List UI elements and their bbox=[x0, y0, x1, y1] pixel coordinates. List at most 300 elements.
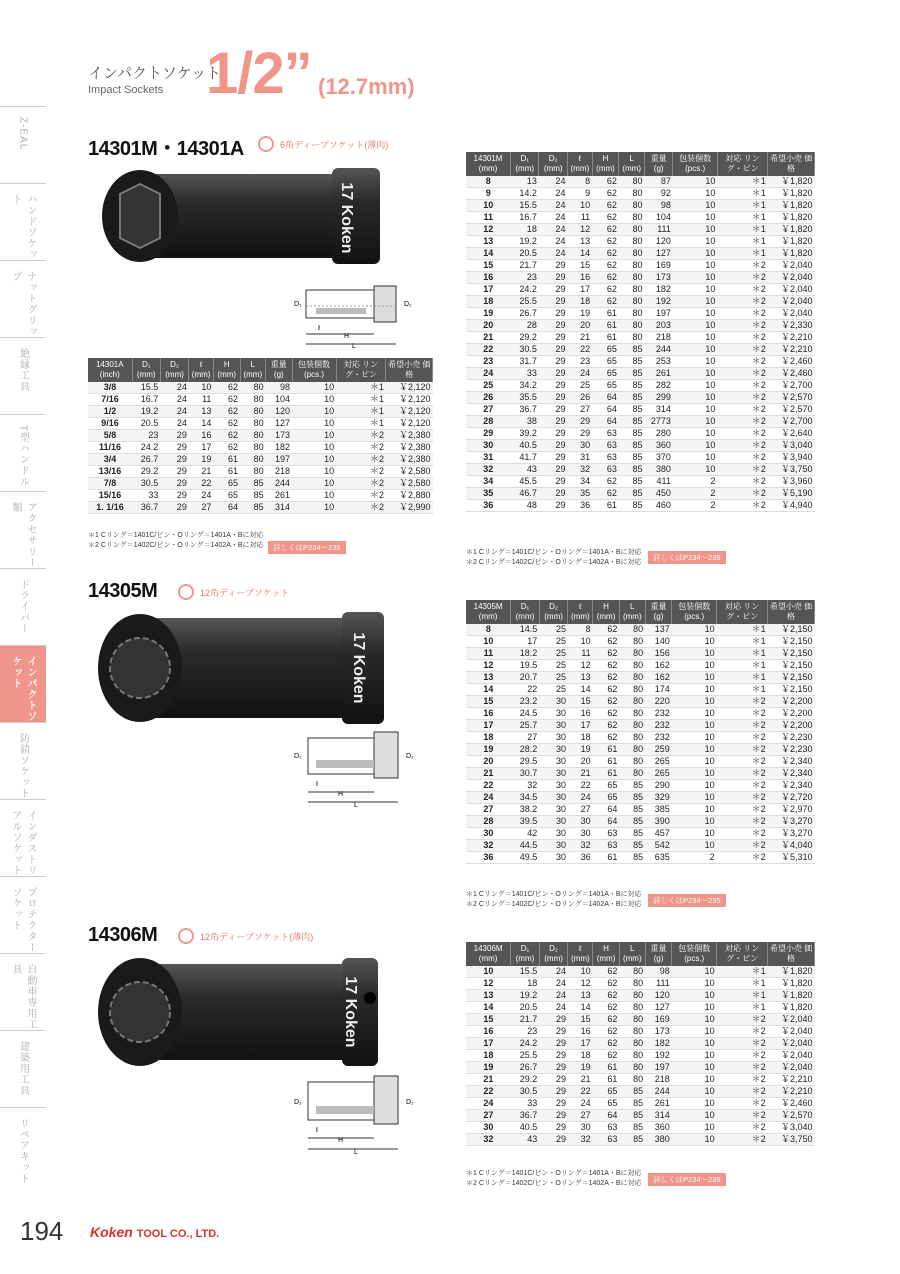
table-cell: 61 bbox=[593, 852, 620, 864]
dim-d2-label: D₂ bbox=[406, 1099, 414, 1106]
table-cell: 10 bbox=[672, 966, 717, 978]
table-cell: 80 bbox=[619, 332, 645, 344]
table-cell: 380 bbox=[645, 1134, 672, 1146]
column-header: 希望小売 価格 bbox=[768, 942, 815, 966]
table-cell: 27 bbox=[511, 732, 539, 744]
table-cell: 85 bbox=[619, 452, 645, 464]
table-row bbox=[466, 416, 815, 428]
table-cell: 21.7 bbox=[511, 1014, 539, 1026]
table-cell: 16.7 bbox=[511, 212, 539, 224]
table-cell: ￥4,940 bbox=[768, 500, 815, 512]
company-name: TOOL CO., LTD. bbox=[136, 1228, 220, 1240]
table-cell: ＊1 bbox=[717, 624, 768, 636]
table-cell: 25 bbox=[539, 684, 568, 696]
table-cell: 43 bbox=[511, 1134, 539, 1146]
table-row bbox=[466, 296, 815, 308]
table-row bbox=[88, 382, 433, 394]
table-cell: 29 bbox=[539, 392, 568, 404]
table-cell: ＊2 bbox=[717, 816, 768, 828]
table-row bbox=[88, 478, 433, 490]
table-cell: 80 bbox=[619, 296, 645, 308]
table-cell: 12 bbox=[466, 978, 511, 990]
table-cell: 10 bbox=[672, 648, 717, 660]
table-cell: 63 bbox=[593, 828, 620, 840]
table-cell: 29 bbox=[568, 428, 593, 440]
table-row bbox=[466, 756, 815, 768]
column-header: 重量 (g) bbox=[645, 152, 673, 176]
table-cell: 22 bbox=[466, 1086, 511, 1098]
table-cell: 29 bbox=[539, 1074, 568, 1086]
page-title-en: Impact Sockets bbox=[88, 84, 164, 96]
sidebar-item[interactable] bbox=[0, 645, 46, 722]
table-cell: ＊2 bbox=[336, 490, 386, 502]
table-cell: 19.5 bbox=[511, 660, 539, 672]
table-cell: 17 bbox=[466, 284, 511, 296]
table-cell: ￥2,150 bbox=[768, 636, 815, 648]
table-cell: 87 bbox=[645, 176, 673, 188]
sidebar-item[interactable] bbox=[0, 106, 46, 183]
table-cell: 85 bbox=[619, 500, 645, 512]
table-cell: 17 bbox=[568, 720, 593, 732]
table-cell: ￥2,880 bbox=[386, 490, 433, 502]
table-cell: 10 bbox=[673, 404, 717, 416]
table-row bbox=[88, 490, 433, 502]
table-cell: 265 bbox=[645, 768, 672, 780]
table-cell: 80 bbox=[619, 320, 645, 332]
table-cell: 65 bbox=[593, 1098, 620, 1110]
table-cell: 26 bbox=[568, 392, 593, 404]
table-cell: ￥2,570 bbox=[768, 392, 815, 404]
table-cell: 19 bbox=[466, 1062, 511, 1074]
column-header: 重量 (g) bbox=[266, 358, 292, 382]
table-cell: 29 bbox=[539, 428, 568, 440]
sidebar-item[interactable] bbox=[0, 1030, 46, 1107]
table-cell: ￥5,310 bbox=[768, 852, 815, 864]
note-ring1: ＊1 Cリング＝1401C/ピン・Oリング＝1401A・Bに対応 bbox=[466, 1170, 642, 1177]
column-header: L (mm) bbox=[619, 942, 645, 966]
table-cell: 19 bbox=[568, 1062, 593, 1074]
table-cell: 80 bbox=[240, 454, 266, 466]
table-row bbox=[466, 1062, 815, 1074]
column-header: 14301M (mm) bbox=[466, 152, 511, 176]
table-cell: 8 bbox=[466, 624, 511, 636]
table-cell: 19 bbox=[189, 454, 214, 466]
table-row bbox=[88, 466, 433, 478]
sidebar-item-label: インダストリアルソケット bbox=[10, 810, 36, 876]
table-cell: 25 bbox=[539, 648, 568, 660]
table-row bbox=[466, 200, 815, 212]
table-cell: 10 bbox=[672, 1014, 717, 1026]
table-cell: ￥2,990 bbox=[386, 502, 433, 514]
table-row bbox=[466, 212, 815, 224]
table-cell: 62 bbox=[213, 418, 240, 430]
table-row bbox=[466, 404, 815, 416]
table-cell: ＊1 bbox=[717, 248, 767, 260]
table-cell: 80 bbox=[619, 188, 645, 200]
table-cell: 62 bbox=[592, 284, 619, 296]
note-ring2: ＊2 Cリング＝1402C/ピン・Oリング＝1402A・Bに対応 bbox=[466, 901, 642, 908]
sidebar-item[interactable] bbox=[0, 491, 46, 568]
column-header: 対応 リング・ピン bbox=[717, 942, 768, 966]
table-row bbox=[466, 840, 815, 852]
table-cell: 29 bbox=[160, 478, 189, 490]
dim-l-small-label: ℓ bbox=[316, 1127, 319, 1134]
table-cell: 10 bbox=[672, 990, 717, 1002]
table-cell: 61 bbox=[213, 466, 240, 478]
table-cell: 38 bbox=[511, 416, 539, 428]
sidebar-item-label: リペアキット bbox=[17, 1118, 29, 1184]
table-cell: ＊2 bbox=[336, 442, 386, 454]
table-cell: 80 bbox=[619, 1062, 645, 1074]
table-row bbox=[466, 332, 815, 344]
table-cell: 261 bbox=[645, 368, 673, 380]
table-cell: ￥1,820 bbox=[768, 236, 815, 248]
table-cell: ＊2 bbox=[336, 502, 386, 514]
sidebar-item-label: ハンドソケット bbox=[10, 194, 36, 260]
table-cell: 22 bbox=[466, 344, 511, 356]
table-cell: ＊2 bbox=[717, 1098, 768, 1110]
table-cell: 3/4 bbox=[88, 454, 132, 466]
socket-photo-14306 bbox=[92, 950, 392, 1074]
table-cell: 14 bbox=[568, 248, 593, 260]
table-cell: ￥2,460 bbox=[768, 368, 815, 380]
table-cell: ￥3,270 bbox=[768, 816, 815, 828]
table-cell: 127 bbox=[645, 1002, 672, 1014]
sidebar-item[interactable] bbox=[0, 722, 46, 799]
table-cell: 35 bbox=[568, 488, 593, 500]
table-cell: 26 bbox=[466, 392, 511, 404]
table-cell: ￥2,040 bbox=[768, 1062, 815, 1074]
table-cell: ＊2 bbox=[717, 308, 767, 320]
sidebar-item[interactable] bbox=[0, 953, 46, 1030]
page-reference: 詳しくはP234～235 bbox=[268, 541, 346, 554]
table-cell: 24 bbox=[189, 490, 214, 502]
table-cell: 64 bbox=[593, 1110, 620, 1122]
table-cell: 40.5 bbox=[511, 1122, 539, 1134]
table-cell: 29 bbox=[160, 430, 189, 442]
table-cell: 20 bbox=[466, 756, 511, 768]
table-cell: 10 bbox=[672, 660, 717, 672]
table-cell: 61 bbox=[592, 332, 619, 344]
table-cell: 80 bbox=[619, 684, 645, 696]
table-cell: 23 bbox=[568, 356, 593, 368]
table-cell: ￥2,380 bbox=[386, 430, 433, 442]
table-cell: 19 bbox=[466, 308, 511, 320]
table-cell: 33 bbox=[132, 490, 160, 502]
table-cell: 29 bbox=[539, 404, 568, 416]
table-cell: 30.5 bbox=[511, 1086, 539, 1098]
table-cell: ￥2,040 bbox=[768, 296, 815, 308]
table-cell: 65 bbox=[592, 344, 619, 356]
table-cell: 27 bbox=[568, 804, 593, 816]
column-header: 重量 (g) bbox=[645, 942, 672, 966]
table-cell: 2 bbox=[673, 488, 717, 500]
table-cell: ＊2 bbox=[717, 732, 768, 744]
sidebar-item[interactable] bbox=[0, 799, 46, 876]
table-cell: 21 bbox=[189, 466, 214, 478]
table-cell: 29 bbox=[539, 1122, 568, 1134]
table-cell: 63 bbox=[592, 452, 619, 464]
table-cell: 10 bbox=[672, 732, 717, 744]
table-cell: 18 bbox=[466, 296, 511, 308]
table-cell: 10 bbox=[672, 744, 717, 756]
table-cell: ￥2,340 bbox=[768, 756, 815, 768]
table-cell: 62 bbox=[592, 488, 619, 500]
table-cell: 10 bbox=[673, 416, 717, 428]
sidebar-item[interactable] bbox=[0, 260, 46, 337]
table-cell: 85 bbox=[619, 356, 645, 368]
table-cell: 80 bbox=[240, 382, 266, 394]
table-cell: ￥2,230 bbox=[768, 732, 815, 744]
table-cell: ＊1 bbox=[717, 636, 768, 648]
table-cell: 20 bbox=[568, 320, 593, 332]
table-cell: 80 bbox=[619, 660, 645, 672]
table-cell: 61 bbox=[593, 1062, 620, 1074]
table-cell: ＊1 bbox=[717, 1002, 768, 1014]
table-row bbox=[466, 236, 815, 248]
table-cell: 10 bbox=[673, 344, 717, 356]
table-cell: 24 bbox=[539, 236, 568, 248]
socket-photo-14305 bbox=[92, 606, 392, 730]
table-cell: ￥1,820 bbox=[768, 188, 815, 200]
table-cell: ￥2,210 bbox=[768, 1086, 815, 1098]
table-cell: 30 bbox=[539, 708, 568, 720]
table-cell: 80 bbox=[619, 990, 645, 1002]
table-cell: 8 bbox=[568, 176, 593, 188]
table-cell: 10 bbox=[292, 406, 336, 418]
table-cell: 62 bbox=[593, 624, 620, 636]
table-cell: 13 bbox=[466, 990, 511, 1002]
column-header: H (mm) bbox=[593, 942, 620, 966]
table-cell: 85 bbox=[619, 804, 645, 816]
table-cell: ￥2,230 bbox=[768, 744, 815, 756]
column-header: L (mm) bbox=[240, 358, 266, 382]
table-cell: 62 bbox=[593, 684, 620, 696]
table-cell: 15 bbox=[568, 1014, 593, 1026]
table-cell: 62 bbox=[593, 720, 620, 732]
product-desc-14301 bbox=[258, 136, 388, 152]
table-cell: 29 bbox=[466, 428, 511, 440]
table-cell: ＊2 bbox=[336, 466, 386, 478]
table-cell: ＊2 bbox=[717, 368, 767, 380]
table-cell: 24 bbox=[568, 792, 593, 804]
table-cell: ＊2 bbox=[717, 1062, 768, 1074]
table-row bbox=[466, 780, 815, 792]
table-cell: 63 bbox=[592, 440, 619, 452]
table-row bbox=[466, 1122, 815, 1134]
table-cell: 18 bbox=[568, 1050, 593, 1062]
dimension-diagram-14305 bbox=[288, 730, 428, 810]
table-cell: 85 bbox=[619, 404, 645, 416]
table-cell: 10 bbox=[568, 966, 593, 978]
table-cell: 62 bbox=[593, 672, 620, 684]
table-cell: 24 bbox=[539, 200, 568, 212]
table-cell: 23 bbox=[466, 356, 511, 368]
table-cell: ￥3,270 bbox=[768, 828, 815, 840]
table-cell: 36 bbox=[568, 852, 593, 864]
table-cell: 23 bbox=[511, 1026, 539, 1038]
column-header: D₁ (mm) bbox=[511, 600, 539, 624]
table-cell: 29.2 bbox=[132, 466, 160, 478]
column-header: H (mm) bbox=[213, 358, 240, 382]
table-cell: 30 bbox=[539, 720, 568, 732]
table-cell: 85 bbox=[619, 428, 645, 440]
column-header: 対応 リング・ピン bbox=[717, 152, 767, 176]
sidebar-item[interactable] bbox=[0, 568, 46, 645]
table-cell: 64 bbox=[213, 502, 240, 514]
table-cell: 80 bbox=[619, 1002, 645, 1014]
table-cell: ￥2,210 bbox=[768, 332, 815, 344]
product-desc-14306 bbox=[178, 928, 313, 944]
table-cell: 30 bbox=[539, 696, 568, 708]
table-cell: 25.5 bbox=[511, 1050, 539, 1062]
table-cell: 30 bbox=[539, 840, 568, 852]
table-cell: 30 bbox=[539, 792, 568, 804]
table-cell: 21 bbox=[568, 768, 593, 780]
table-cell: 32 bbox=[568, 1134, 593, 1146]
table-cell: 10 bbox=[673, 452, 717, 464]
table-cell: 65 bbox=[593, 780, 620, 792]
table-cell: 62 bbox=[213, 394, 240, 406]
table-cell: 32 bbox=[466, 840, 511, 852]
table-cell: 64 bbox=[592, 416, 619, 428]
table-cell: ＊2 bbox=[717, 1086, 768, 1098]
sidebar-item[interactable] bbox=[0, 876, 46, 953]
table-cell: ￥1,820 bbox=[768, 248, 815, 260]
table-cell: 80 bbox=[619, 756, 645, 768]
table-cell: 17 bbox=[189, 442, 214, 454]
table-cell: 192 bbox=[645, 1050, 672, 1062]
sidebar-item[interactable] bbox=[0, 183, 46, 260]
table-cell: 16 bbox=[568, 708, 593, 720]
sidebar-item[interactable] bbox=[0, 337, 46, 414]
table-cell: ＊1 bbox=[717, 212, 767, 224]
table-cell: 10 bbox=[673, 236, 717, 248]
table-cell: 29 bbox=[539, 368, 568, 380]
table-cell: ￥2,970 bbox=[768, 804, 815, 816]
column-header: 包装個数 (pcs.) bbox=[672, 942, 717, 966]
table-row bbox=[466, 696, 815, 708]
table-row bbox=[466, 1050, 815, 1062]
table-cell: 30.5 bbox=[511, 344, 539, 356]
table-cell: ￥2,700 bbox=[768, 380, 815, 392]
spec-table-14301A bbox=[88, 358, 433, 514]
table-cell: 120 bbox=[645, 990, 672, 1002]
table-cell: 12 bbox=[568, 978, 593, 990]
column-header: ℓ (mm) bbox=[189, 358, 214, 382]
table-cell: 2773 bbox=[645, 416, 673, 428]
table-cell: 29 bbox=[539, 320, 568, 332]
table-cell: 80 bbox=[619, 236, 645, 248]
table-cell: ＊2 bbox=[717, 284, 767, 296]
table-cell: 10 bbox=[672, 672, 717, 684]
table-cell: 24 bbox=[539, 966, 568, 978]
table-cell: 25 bbox=[466, 380, 511, 392]
table-cell: 8 bbox=[466, 176, 511, 188]
table-cell: 2 bbox=[673, 500, 717, 512]
table-cell: ＊2 bbox=[717, 804, 768, 816]
table-cell: 80 bbox=[619, 1074, 645, 1086]
table-cell: ＊2 bbox=[717, 852, 768, 864]
table-cell: 29 bbox=[539, 1134, 568, 1146]
table-cell: 169 bbox=[645, 1014, 672, 1026]
table-cell: 299 bbox=[645, 392, 673, 404]
table-cell: 29.2 bbox=[511, 1074, 539, 1086]
table-cell: ￥2,150 bbox=[768, 624, 815, 636]
table-cell: 261 bbox=[645, 1098, 672, 1110]
table-cell: ＊2 bbox=[717, 840, 768, 852]
table-cell: 11 bbox=[568, 648, 593, 660]
table-cell: 173 bbox=[645, 1026, 672, 1038]
table-cell: 64 bbox=[593, 816, 620, 828]
table-cell: 30 bbox=[539, 852, 568, 864]
table-cell: 232 bbox=[645, 708, 672, 720]
table-cell: 80 bbox=[619, 284, 645, 296]
table-cell: 10 bbox=[673, 380, 717, 392]
table-cell: 62 bbox=[592, 260, 619, 272]
table-cell: 14 bbox=[466, 1002, 511, 1014]
table-cell: ＊2 bbox=[717, 428, 767, 440]
table-cell: ＊2 bbox=[336, 454, 386, 466]
table-cell: 360 bbox=[645, 1122, 672, 1134]
table-cell: 21 bbox=[466, 1074, 511, 1086]
table-row bbox=[466, 344, 815, 356]
table-cell: 24 bbox=[160, 406, 189, 418]
table-cell: 62 bbox=[593, 1026, 620, 1038]
sidebar-item[interactable] bbox=[0, 1107, 46, 1184]
table-cell: 22 bbox=[511, 684, 539, 696]
table-cell: 460 bbox=[645, 500, 673, 512]
table-cell: 80 bbox=[619, 224, 645, 236]
table-cell: 30 bbox=[466, 1122, 511, 1134]
table-row bbox=[466, 464, 815, 476]
table-cell: ＊2 bbox=[717, 1122, 768, 1134]
table-cell: 25 bbox=[539, 624, 568, 636]
table-cell: 80 bbox=[619, 200, 645, 212]
table-cell: 39.5 bbox=[511, 816, 539, 828]
table-cell: ＊2 bbox=[717, 332, 767, 344]
table-cell: 10 bbox=[672, 1038, 717, 1050]
table-cell: 24 bbox=[466, 792, 511, 804]
table-cell: 39.2 bbox=[511, 428, 539, 440]
table-cell: 26.7 bbox=[132, 454, 160, 466]
table-cell: 65 bbox=[213, 478, 240, 490]
category-sidebar bbox=[0, 106, 46, 1184]
table-cell: 62 bbox=[213, 382, 240, 394]
table-cell: 10 bbox=[673, 296, 717, 308]
table-cell: ￥2,120 bbox=[386, 394, 433, 406]
table-row bbox=[466, 768, 815, 780]
table-cell: 13 bbox=[568, 990, 593, 1002]
table-cell: 17 bbox=[511, 636, 539, 648]
sidebar-item-label: T型ハンドル bbox=[17, 425, 29, 488]
table-cell: 32 bbox=[466, 1134, 511, 1146]
table-cell: ＊2 bbox=[717, 696, 768, 708]
table-cell: 65 bbox=[213, 490, 240, 502]
table-row bbox=[88, 454, 433, 466]
table-cell: 11 bbox=[189, 394, 214, 406]
table-cell: ＊2 bbox=[717, 1026, 768, 1038]
table-cell: 19.2 bbox=[511, 236, 539, 248]
table-cell: 25 bbox=[539, 672, 568, 684]
table-cell: 31 bbox=[568, 452, 593, 464]
table-cell: 10 bbox=[672, 1122, 717, 1134]
table-cell: 370 bbox=[645, 452, 673, 464]
table-cell: 85 bbox=[619, 476, 645, 488]
column-header: D₁ (mm) bbox=[511, 942, 539, 966]
sidebar-item[interactable] bbox=[0, 414, 46, 491]
table-cell: 16 bbox=[466, 272, 511, 284]
